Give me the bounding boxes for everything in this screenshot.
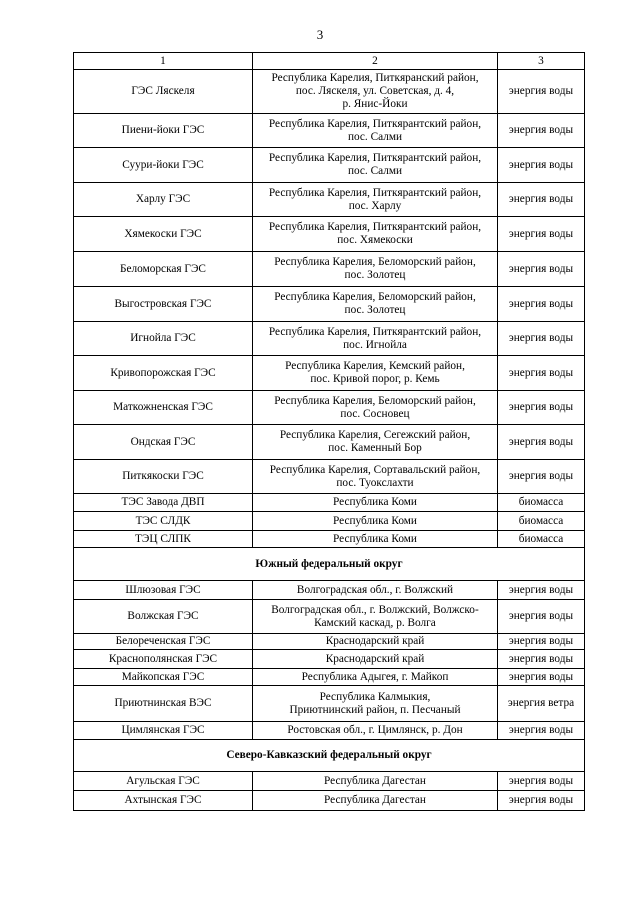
energy-source-cell: энергия воды xyxy=(498,581,585,600)
plant-name-cell: Кривопорожская ГЭС xyxy=(74,356,253,391)
location-cell xyxy=(253,686,498,722)
plant-name-cell: Краснополянская ГЭС xyxy=(74,650,253,669)
plant-name-cell: Игнойла ГЭС xyxy=(74,322,253,356)
energy-source-cell: биомасса xyxy=(498,512,585,531)
energy-source-cell: энергия воды xyxy=(498,600,585,634)
plant-name-cell: Майкопская ГЭС xyxy=(74,669,253,686)
plant-name-cell: ТЭЦ СЛПК xyxy=(74,531,253,548)
location-line: Республика Карелия, Питкярантский район, xyxy=(268,186,482,199)
location-line: Республика Карелия, Сегежский район, xyxy=(279,429,471,441)
location-line: пос. Сосновец xyxy=(340,407,410,420)
energy-source-cell: энергия воды xyxy=(498,791,585,811)
table-row xyxy=(74,148,585,183)
plant-name-cell: Белореченская ГЭС xyxy=(74,634,253,650)
table-row xyxy=(74,183,585,217)
location-cell xyxy=(253,650,498,669)
energy-source-cell: энергия воды xyxy=(498,70,585,114)
location-line: Краснодарский край xyxy=(325,635,425,647)
location-line: пос. Туокслахти xyxy=(336,476,414,489)
location-cell xyxy=(253,425,498,460)
table-row xyxy=(74,686,585,722)
plant-name-cell: Питкякоски ГЭС xyxy=(74,460,253,494)
energy-source-cell: энергия воды xyxy=(498,425,585,460)
section-title: Северо-Кавказский федеральный округ xyxy=(74,740,585,772)
location-line: пос. Золотец xyxy=(344,269,406,281)
location-line: пос. Кривой порог, р. Кемь xyxy=(310,373,440,385)
energy-source-cell: энергия воды xyxy=(498,356,585,391)
plant-name-cell: Выгостровская ГЭС xyxy=(74,287,253,322)
energy-source-cell: энергия воды xyxy=(498,391,585,425)
location-line: Республика Карелия, Питкярантский район, xyxy=(268,117,482,130)
plant-name-cell: Ахтынская ГЭС xyxy=(74,791,253,811)
location-line: Республика Карелия, Питкярантский район, xyxy=(268,221,482,233)
location-line: Республика Коми xyxy=(333,496,417,508)
location-cell xyxy=(253,494,498,512)
column-number-1: 1 xyxy=(74,53,253,70)
plant-name-cell: Беломорская ГЭС xyxy=(74,252,253,287)
location-cell xyxy=(253,114,498,148)
location-cell xyxy=(253,791,498,811)
location-line: Республика Карелия, Питкяранский район, xyxy=(271,72,479,84)
location-cell xyxy=(253,460,498,494)
location-cell xyxy=(253,252,498,287)
power-plants-table xyxy=(73,52,585,811)
location-line: Республика Карелия, Питкярантский район, xyxy=(268,325,482,338)
plant-name-cell: Ондская ГЭС xyxy=(74,425,253,460)
energy-source-cell: энергия воды xyxy=(498,217,585,252)
location-cell xyxy=(253,322,498,356)
location-line: Ростовская обл., г. Цимлянск, р. Дон xyxy=(287,724,463,736)
plant-name-cell: Шлюзовая ГЭС xyxy=(74,581,253,600)
column-number-3: 3 xyxy=(498,53,585,70)
table-row xyxy=(74,494,585,512)
table-row xyxy=(74,531,585,548)
location-line: р. Янис-Йоки xyxy=(342,98,408,110)
location-line: пос. Каменный Бор xyxy=(328,442,422,454)
section-title: Южный федеральный округ xyxy=(74,548,585,581)
location-cell xyxy=(253,217,498,252)
table-row xyxy=(74,460,585,494)
location-cell xyxy=(253,581,498,600)
energy-source-cell: энергия воды xyxy=(498,722,585,740)
energy-source-cell: энергия воды xyxy=(498,148,585,183)
energy-source-cell: энергия воды xyxy=(498,634,585,650)
plant-name-cell: Пиени-йоки ГЭС xyxy=(74,114,253,148)
energy-source-cell: энергия воды xyxy=(498,183,585,217)
energy-source-cell: энергия воды xyxy=(498,460,585,494)
energy-source-cell: энергия воды xyxy=(498,114,585,148)
energy-source-cell: энергия воды xyxy=(498,772,585,791)
energy-source-cell: энергия воды xyxy=(498,322,585,356)
table-row xyxy=(74,287,585,322)
section-header-row xyxy=(74,548,585,581)
location-line: Республика Дагестан xyxy=(324,794,426,806)
energy-source-cell: биомасса xyxy=(498,494,585,512)
table-row xyxy=(74,322,585,356)
location-line: пос. Харлу xyxy=(348,199,402,212)
plant-name-cell: Приютнинская ВЭС xyxy=(74,686,253,722)
location-cell xyxy=(253,634,498,650)
location-line: Волгоградская обл., г. Волжский xyxy=(296,583,454,596)
location-line: Республика Калмыкия, xyxy=(319,690,431,703)
section-header-row xyxy=(74,740,585,772)
location-line: пос. Золотец xyxy=(344,304,406,316)
location-line: пос. Хямекоски xyxy=(337,234,413,246)
location-cell xyxy=(253,183,498,217)
location-cell xyxy=(253,287,498,322)
table-row xyxy=(74,252,585,287)
plant-name-cell: Суури-йоки ГЭС xyxy=(74,148,253,183)
location-line: Республика Карелия, Сортавальский район, xyxy=(269,463,481,476)
energy-source-cell: энергия воды xyxy=(498,252,585,287)
table-body xyxy=(74,53,585,811)
plant-name-cell: Хямекоски ГЭС xyxy=(74,217,253,252)
location-line: Камский каскад, р. Волга xyxy=(314,616,436,629)
table-row xyxy=(74,772,585,791)
table-row xyxy=(74,791,585,811)
location-line: Приютнинский район, п. Песчаный xyxy=(289,703,461,716)
location-cell xyxy=(253,669,498,686)
location-line: пос. Салми xyxy=(347,130,403,143)
location-cell xyxy=(253,148,498,183)
table-row xyxy=(74,217,585,252)
location-cell xyxy=(253,600,498,634)
plant-name-cell: Харлу ГЭС xyxy=(74,183,253,217)
location-cell xyxy=(253,70,498,114)
table-row xyxy=(74,634,585,650)
energy-source-cell: энергия воды xyxy=(498,650,585,669)
table-row xyxy=(74,356,585,391)
plant-name-cell: ТЭС Завода ДВП xyxy=(74,494,253,512)
location-line: пос. Салми xyxy=(347,165,403,177)
location-line: Республика Дагестан xyxy=(324,774,426,787)
plant-name-cell: ГЭС Ляскеля xyxy=(74,70,253,114)
table-row xyxy=(74,425,585,460)
page-number: 3 xyxy=(316,27,324,42)
table-row xyxy=(74,669,585,686)
energy-source-cell: энергия воды xyxy=(498,287,585,322)
location-cell xyxy=(253,391,498,425)
location-line: Республика Коми xyxy=(333,532,417,545)
plant-name-cell: Цимлянская ГЭС xyxy=(74,722,253,740)
table-row xyxy=(74,581,585,600)
location-cell xyxy=(253,512,498,531)
location-cell xyxy=(253,356,498,391)
table-row xyxy=(74,600,585,634)
location-line: Республика Карелия, Беломорский район, xyxy=(274,256,476,268)
plant-name-cell: ТЭС СЛДК xyxy=(74,512,253,531)
location-line: пос. Ляскеля, ул. Советская, д. 4, xyxy=(295,85,455,97)
location-line: Республика Карелия, Беломорский район, xyxy=(274,394,476,407)
location-line: Республика Карелия, Кемский район, xyxy=(285,360,465,372)
table-row xyxy=(74,722,585,740)
table-row xyxy=(74,70,585,114)
table-row xyxy=(74,391,585,425)
location-line: Краснодарский край xyxy=(325,652,425,665)
energy-source-cell: энергия ветра xyxy=(498,686,585,722)
energy-source-cell: энергия воды xyxy=(498,669,585,686)
energy-source-cell: биомасса xyxy=(498,531,585,548)
location-cell xyxy=(253,722,498,740)
location-line: Республика Коми xyxy=(333,514,417,527)
plant-name-cell: Волжская ГЭС xyxy=(74,600,253,634)
table-row xyxy=(74,650,585,669)
plant-name-cell: Маткожненская ГЭС xyxy=(74,391,253,425)
location-cell xyxy=(253,772,498,791)
location-line: Республика Карелия, Беломорский район, xyxy=(274,291,476,303)
table-row xyxy=(74,114,585,148)
location-line: Республика Адыгея, г. Майкоп xyxy=(301,670,449,683)
location-cell xyxy=(253,531,498,548)
location-line: Волгоградская обл., г. Волжский, Волжско- xyxy=(271,603,479,616)
location-line: Республика Карелия, Питкярантский район, xyxy=(268,152,482,164)
location-line: пос. Игнойла xyxy=(343,338,407,351)
column-number-2: 2 xyxy=(253,53,498,70)
table-row xyxy=(74,512,585,531)
plant-name-cell: Агульская ГЭС xyxy=(74,772,253,791)
column-number-row xyxy=(74,53,585,70)
